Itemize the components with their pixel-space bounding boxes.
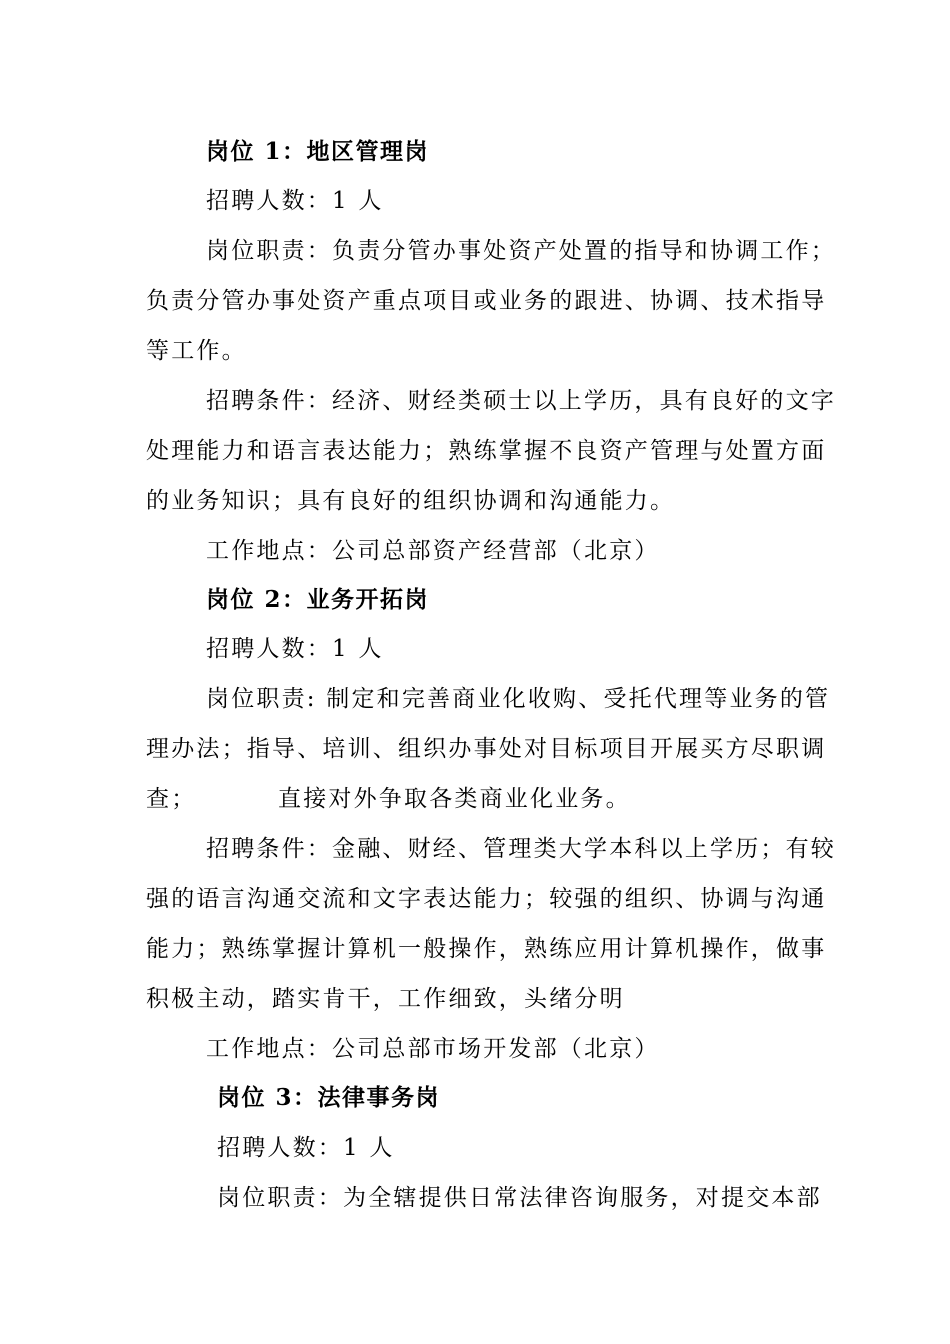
position-3-heading: 岗位 3：法律事务岗: [217, 1084, 441, 1111]
position-2-count: 招聘人数：1 人: [206, 636, 384, 662]
position-1-requirements-line-2: 处理能力和语言表达能力；熟练掌握不良资产管理与处置方面: [146, 438, 827, 464]
position-1-duties-line-1: 岗位职责：负责分管办事处资产处置的指导和协调工作；: [206, 238, 836, 264]
position-1-location: 工作地点：公司总部资产经营部（北京）: [206, 538, 660, 564]
position-1-heading: 岗位 1：地区管理岗: [206, 138, 430, 165]
position-2-requirements-line-1: 招聘条件：金融、财经、管理类大学本科以上学历；有较: [206, 836, 836, 862]
position-1-duties-line-3: 等工作。: [146, 338, 247, 364]
position-2-requirements-line-2: 强的语言沟通交流和文字表达能力；较强的组织、协调与沟通: [146, 886, 827, 912]
position-2-duties-line-1: 岗位职责: 制定和完善商业化收购、受托代理等业务的管: [206, 686, 831, 712]
position-1-count: 招聘人数：1 人: [206, 188, 384, 214]
position-2-duties-line-4: 直接对外争取各类商业化业务。: [278, 786, 631, 812]
position-1-requirements-line-1: 招聘条件：经济、财经类硕士以上学历，具有良好的文字: [206, 388, 836, 414]
position-1-duties-line-2: 负责分管办事处资产重点项目或业务的跟进、协调、技术指导: [146, 288, 827, 314]
position-3-count: 招聘人数：1 人: [217, 1135, 395, 1161]
position-2-location: 工作地点：公司总部市场开发部（北京）: [206, 1036, 660, 1062]
position-1-requirements-line-3: 的业务知识；具有良好的组织协调和沟通能力。: [146, 488, 676, 514]
position-2-requirements-line-4: 积极主动，踏实肯干，工作细致，头绪分明: [146, 986, 625, 1012]
position-3-duties-line-1: 岗位职责：为全辖提供日常法律咨询服务，对提交本部: [217, 1185, 822, 1211]
position-2-duties-line-2: 理办法；指导、培训、组织办事处对目标项目开展买方尽职调: [146, 736, 827, 762]
position-2-requirements-line-3: 能力；熟练掌握计算机一般操作，熟练应用计算机操作，做事: [146, 936, 827, 962]
position-2-heading: 岗位 2：业务开拓岗: [206, 586, 430, 613]
position-2-duties-line-3: 查；: [146, 786, 197, 812]
